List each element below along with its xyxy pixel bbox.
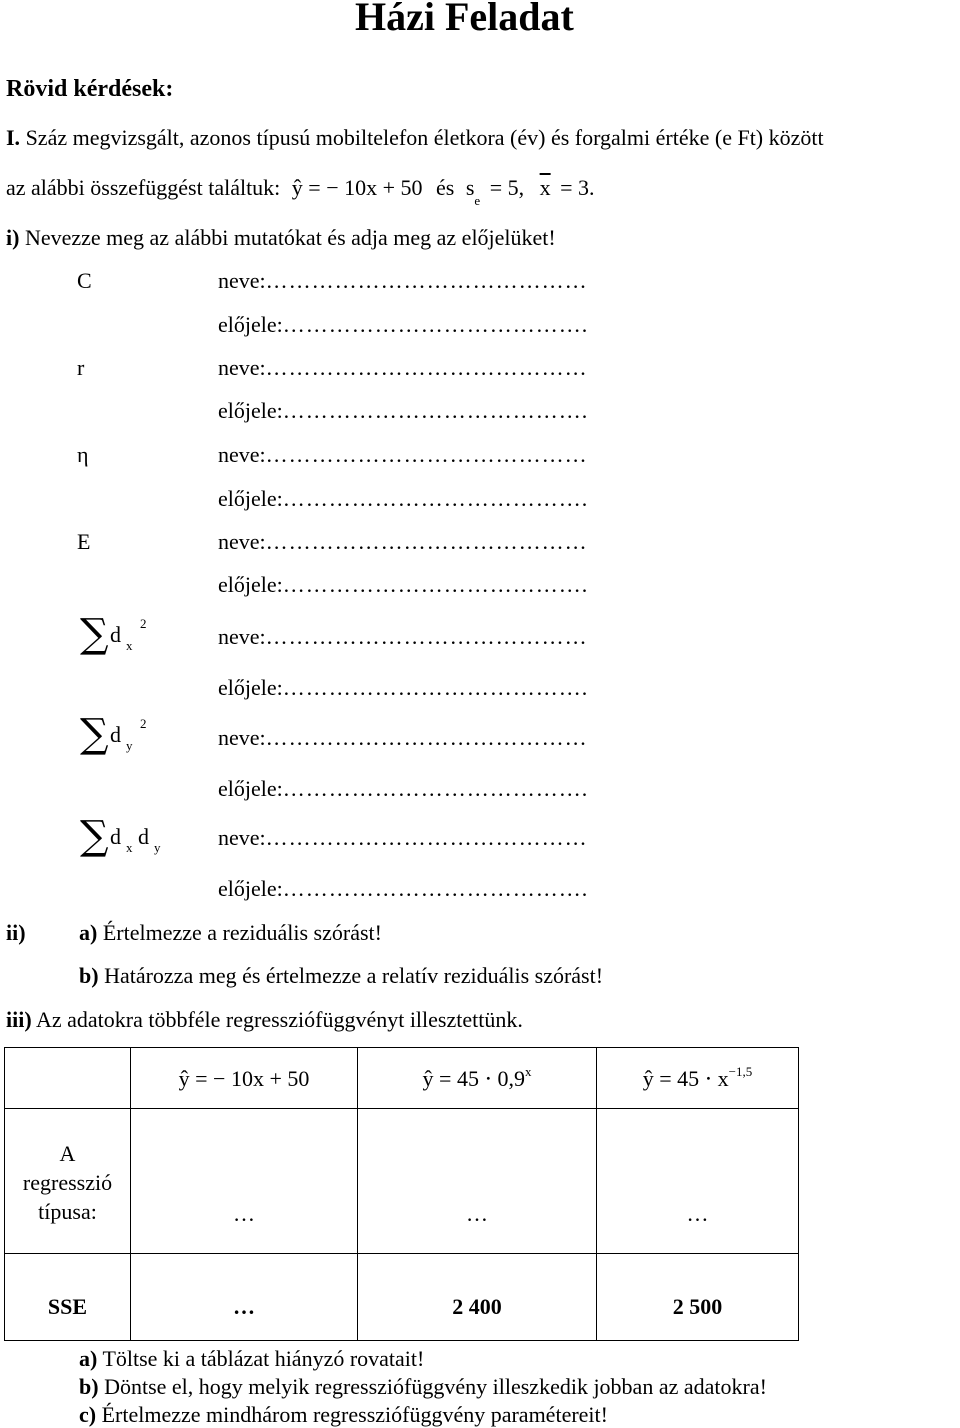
- d-symbol: d: [110, 722, 121, 747]
- neve-line-dxdy: neve:……………………………………: [218, 825, 588, 850]
- question-number: I.: [6, 125, 21, 150]
- regression-table: [4, 1047, 799, 1341]
- superscript: 2: [140, 616, 147, 631]
- question-1-line-2: [6, 175, 595, 208]
- table-row-label: SSE: [4, 1253, 131, 1341]
- sigma-symbol: ∑: [80, 813, 109, 859]
- elojele-line-eta: előjele:………………………………….: [218, 486, 589, 511]
- part-label: i): [6, 225, 20, 250]
- table-header-cell: ŷ = $45 \cdot x^{-1,5}$: [596, 1047, 799, 1109]
- table-cell: 2 500: [596, 1253, 799, 1341]
- elojele-line-dxdy: előjele:………………………………….: [218, 876, 589, 901]
- table-header-empty: [4, 1047, 131, 1109]
- elojele-line-dy2: előjele:………………………………….: [218, 776, 589, 801]
- elojele-line-dx2: előjele:………………………………….: [218, 675, 589, 700]
- neve-line-r: neve:……………………………………: [218, 355, 588, 380]
- se-symbol: s: [465, 175, 475, 200]
- sigma-symbol: ∑: [80, 711, 109, 757]
- xbar-symbol: $\overline{x}$: [539, 175, 551, 200]
- se-value: = 5,: [489, 175, 525, 200]
- sum-dy-squared: [80, 711, 160, 758]
- elojele-line-r: előjele:………………………………….: [218, 398, 589, 423]
- table-cell: 2 400: [357, 1253, 597, 1341]
- se-subscript: e: [474, 193, 481, 208]
- footer-question-c: c) Értelmezze mindhárom regressziófüggvény paramétereit!: [79, 1402, 608, 1427]
- neve-line-dx2: neve:……………………………………: [218, 624, 588, 649]
- neve-line-dy2: neve:……………………………………: [218, 725, 588, 750]
- superscript: 2: [140, 716, 147, 731]
- d-symbol: d: [110, 622, 121, 647]
- table-row-label: A regresszió típusa:: [4, 1108, 131, 1254]
- part-i-heading: [6, 225, 556, 251]
- elojele-line-e: előjele:………………………………….: [218, 572, 589, 597]
- xbar-value: = 3.: [560, 175, 595, 200]
- part-text: Nevezze meg az alábbi mutatókat és adja meg az előjelüket!: [24, 225, 556, 250]
- elojele-line-c: előjele:………………………………….: [218, 312, 589, 337]
- subscript: y: [126, 738, 133, 753]
- part-iii-heading: iii) Az adatokra többféle regressziófüggvényt illesztettünk.: [6, 1007, 523, 1032]
- footer-question-b: b) Döntse el, hogy melyik regressziófüggvény illeszkedik jobban az adatokra!: [79, 1374, 767, 1399]
- part-ii-a: a) Értelmezze a reziduális szórást!: [79, 920, 382, 945]
- d-symbol: d: [110, 824, 121, 849]
- and-word: és: [436, 175, 455, 200]
- question-text: az alábbi összefüggést találtuk:: [6, 175, 281, 200]
- subscript-2: y: [154, 840, 161, 855]
- table-header-cell: ŷ = − 10x + 50: [130, 1047, 358, 1109]
- symbol-r: r: [77, 355, 85, 380]
- table-header-cell: ŷ = $45 \cdot 0,9^x$: [357, 1047, 597, 1109]
- symbol-eta: η: [77, 442, 89, 467]
- part-ii-label: ii): [6, 920, 26, 945]
- regression-equation: ŷ = − 10x + 50: [291, 175, 423, 200]
- symbol-c: C: [77, 268, 92, 293]
- page-title: Házi Feladat: [355, 0, 574, 39]
- neve-line-c: neve:……………………………………: [218, 268, 588, 293]
- subscript: x: [126, 840, 133, 855]
- table-cell: …: [596, 1108, 799, 1254]
- sum-dx-squared: [80, 611, 160, 658]
- neve-line-eta: neve:……………………………………: [218, 442, 588, 467]
- subscript: x: [126, 638, 133, 653]
- table-cell: …: [130, 1108, 358, 1254]
- footer-question-a: a) Töltse ki a táblázat hiányzó rovatait!: [79, 1346, 425, 1371]
- question-1-line-1: [6, 125, 824, 151]
- symbol-e: E: [77, 529, 91, 554]
- neve-line-e: neve:……………………………………: [218, 529, 588, 554]
- question-text: Száz megvizsgált, azonos típusú mobiltelefon életkora (év) és forgalmi értéke (e Ft) között: [25, 125, 824, 150]
- part-ii-b: b) Határozza meg és értelmezze a relatív reziduális szórást!: [79, 963, 604, 988]
- table-cell: …: [357, 1108, 597, 1254]
- sum-dx-dy: [80, 813, 180, 860]
- d-symbol-2: d: [138, 824, 149, 849]
- table-cell: …: [130, 1253, 358, 1341]
- sigma-symbol: ∑: [80, 611, 109, 657]
- section-heading: Rövid kérdések:: [6, 76, 174, 102]
